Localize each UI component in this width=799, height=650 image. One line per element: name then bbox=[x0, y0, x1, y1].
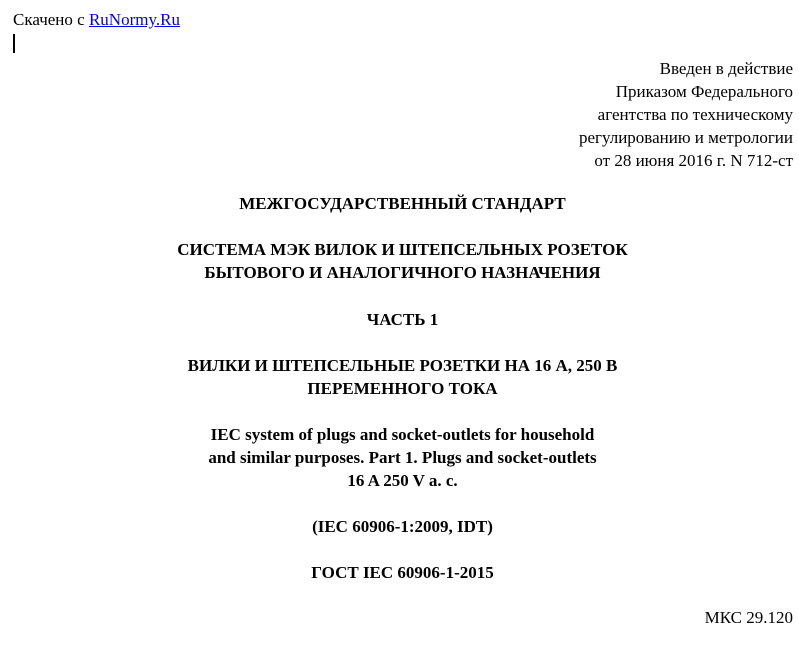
standard-type: МЕЖГОСУДАРСТВЕННЫЙ СТАНДАРТ bbox=[239, 194, 566, 213]
approval-line: Введен в действие bbox=[659, 59, 793, 78]
approval-line: от 28 июня 2016 г. N 712-ст bbox=[594, 151, 793, 170]
approval-block bbox=[579, 57, 793, 172]
english-title-heading bbox=[0, 423, 799, 492]
gost-number: ГОСТ IEC 60906-1-2015 bbox=[311, 563, 494, 582]
mks-code: МКС 29.120 bbox=[704, 608, 793, 627]
gost-number-heading bbox=[0, 561, 799, 584]
english-title-line: IEC system of plugs and socket-outlets for household bbox=[210, 425, 595, 444]
approval-line: агентства по техническому bbox=[597, 105, 793, 124]
english-title-line: and similar purposes. Part 1. Plugs and socket-outlets bbox=[208, 448, 597, 467]
system-title-heading bbox=[0, 238, 799, 284]
iec-reference-heading bbox=[0, 515, 799, 538]
download-source-line bbox=[13, 10, 180, 30]
text-cursor bbox=[13, 34, 15, 53]
download-source-prefix: Скачено с bbox=[13, 10, 89, 29]
standard-type-heading bbox=[0, 192, 799, 215]
system-title-line: БЫТОВОГО И АНАЛОГИЧНОГО НАЗНАЧЕНИЯ bbox=[204, 263, 601, 282]
part-label: ЧАСТЬ 1 bbox=[366, 310, 439, 329]
part-title-line: ВИЛКИ И ШТЕПСЕЛЬНЫЕ РОЗЕТКИ НА 16 А, 250 В bbox=[187, 356, 618, 375]
part-title-heading bbox=[0, 354, 799, 400]
approval-line: Приказом Федерального bbox=[615, 82, 793, 101]
runormy-link[interactable]: RuNormy.Ru bbox=[88, 10, 180, 29]
part-title-line: ПЕРЕМЕННОГО ТОКА bbox=[307, 379, 498, 398]
iec-reference: (IEC 60906-1:2009, IDT) bbox=[312, 517, 493, 536]
part-heading bbox=[0, 308, 799, 331]
english-title-line: 16 A 250 V a. c. bbox=[347, 471, 458, 490]
approval-line: регулированию и метрологии bbox=[578, 128, 793, 147]
system-title-line: СИСТЕМА МЭК ВИЛОК И ШТЕПСЕЛЬНЫХ РОЗЕТОК bbox=[177, 240, 628, 259]
